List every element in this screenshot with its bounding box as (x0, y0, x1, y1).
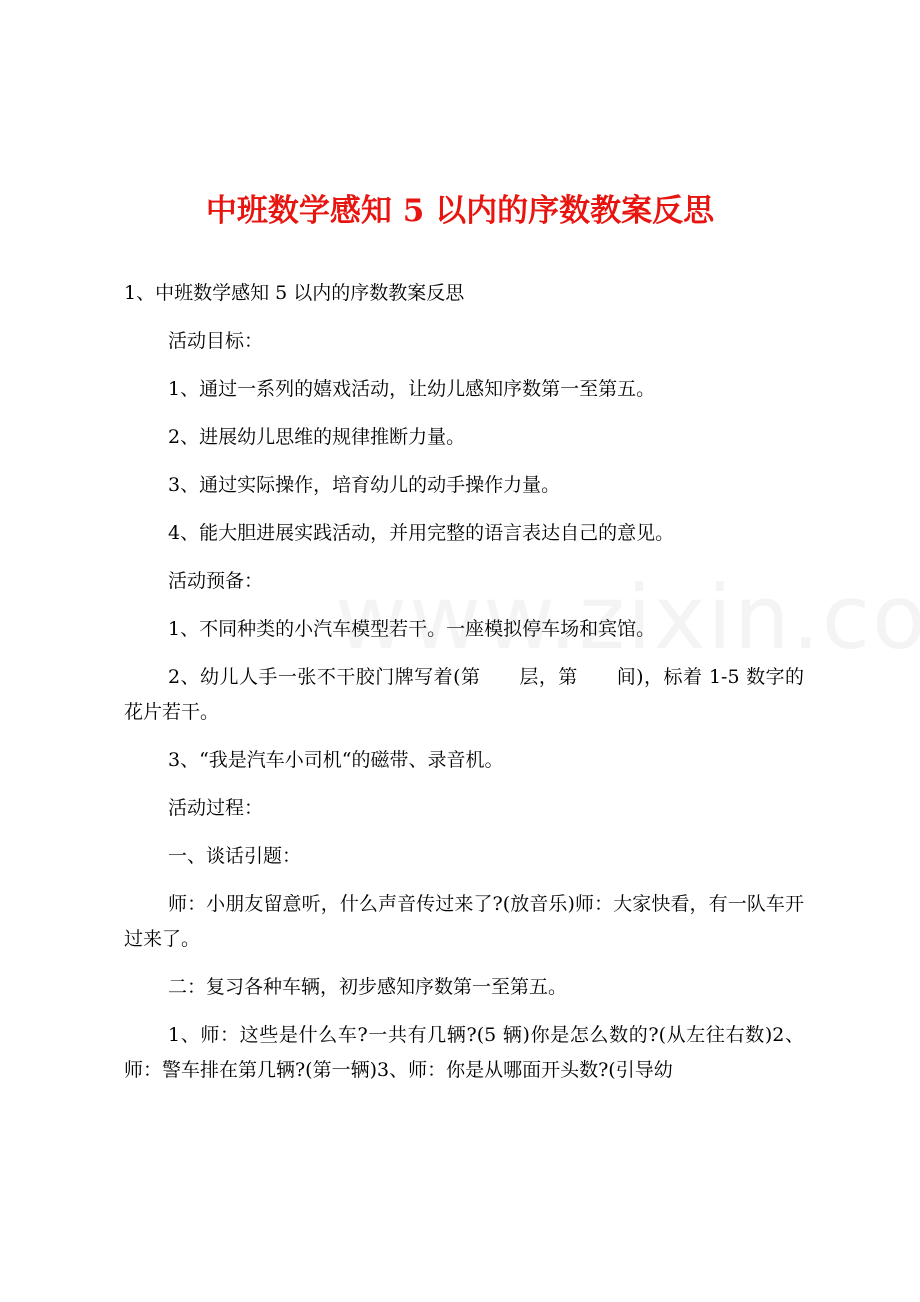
paragraph-goals-label: 活动目标： (168, 330, 264, 352)
document-body (124, 276, 804, 1101)
paragraph-goal-3: 3、通过实际操作，培育幼儿的动手操作力量。 (168, 474, 561, 496)
paragraph-step-2-text: 1、师：这些是什么车?一共有几辆?(5 辆)你是怎么数的?(从左往右数)2、师：警车排在第几辆?(第一辆)3、师：你是从哪面开头数?(引导幼 (124, 1024, 804, 1081)
paragraph-goal-2: 2、进展幼儿思维的规律推断力量。 (168, 426, 466, 448)
paragraph-prep-2: 2、幼儿人手一张不干胶门牌写着(第 层，第 间)，标着 1-5 数字的花片若干。 (124, 666, 804, 723)
paragraph-goal-1: 1、通过一系列的嬉戏活动，让幼儿感知序数第一至第五。 (168, 378, 656, 400)
paragraph-step-1-label: 一、谈话引题： (168, 845, 302, 867)
paragraph-prep-1: 1、不同种类的小汽车模型若干。一座模拟停车场和宾馆。 (168, 618, 656, 640)
paragraph-process-label: 活动过程： (168, 797, 264, 819)
document-title: 中班数学感知 5 以内的序数教案反思 (205, 193, 715, 229)
paragraph-heading: 1、中班数学感知 5 以内的序数教案反思 (124, 282, 465, 304)
paragraph-prep-label: 活动预备： (168, 570, 264, 592)
paragraph-goal-4: 4、能大胆进展实践活动，并用完整的语言表达自己的意见。 (168, 522, 675, 544)
paragraph-step-1-text: 师：小朋友留意听，什么声音传过来了?(放音乐)师：大家快看，有一队车开过来了。 (124, 893, 804, 950)
paragraph-prep-3: 3、“我是汽车小司机“的磁带、录音机。 (168, 749, 504, 771)
paragraph-step-2-label: 二：复习各种车辆，初步感知序数第一至第五。 (168, 976, 568, 998)
